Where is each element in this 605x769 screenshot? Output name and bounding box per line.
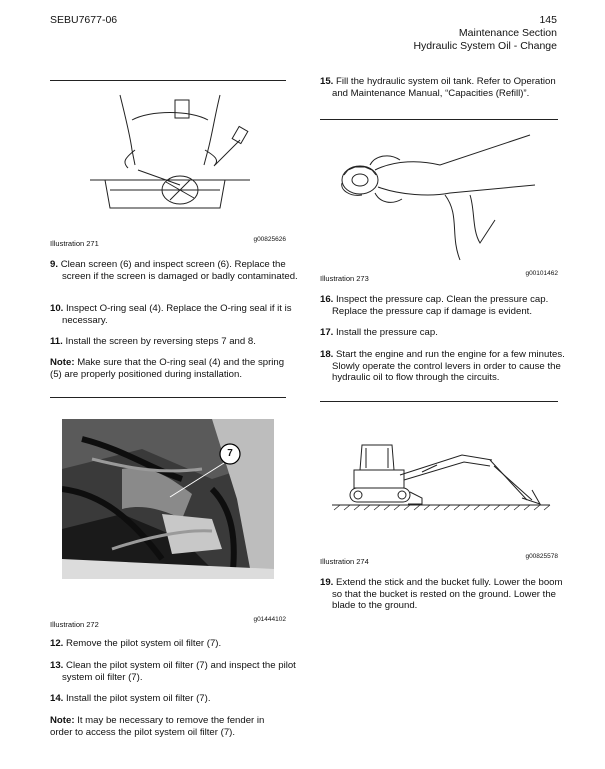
note-text: Make sure that the O-ring seal (4) and the spring (5) are properly positioned during installation. — [50, 357, 285, 380]
divider-rule — [50, 397, 286, 398]
figure-code: g00825578 — [525, 553, 558, 560]
figure-code: g00101462 — [525, 270, 558, 277]
note-label: Note: — [50, 357, 75, 368]
step-number: 16. — [320, 294, 334, 305]
step-text: Install the pressure cap. — [336, 327, 438, 338]
step-9 — [50, 259, 298, 282]
step-number: 18. — [320, 349, 334, 360]
step-text: Install the screen by reversing steps 7 and 8. — [65, 336, 256, 347]
step-text: Extend the stick and the bucket fully. Lower the boom so that the bucket is rested on the ground. Lower the blade to the ground. — [332, 577, 563, 611]
step-number: 12. — [50, 638, 64, 649]
divider-rule — [50, 80, 286, 81]
step-number: 17. — [320, 327, 334, 338]
step-12 — [50, 638, 298, 650]
section-title: Maintenance Section — [458, 27, 557, 39]
callout-7: 7 — [227, 448, 233, 459]
step-number: 10. — [50, 303, 64, 314]
divider-rule — [320, 401, 558, 402]
illustration-273-drawing — [320, 125, 558, 265]
illustration-272-photo — [62, 419, 274, 579]
figure-caption: Illustration 273 — [320, 274, 369, 283]
step-15 — [320, 76, 570, 99]
step-number: 14. — [50, 693, 64, 704]
step-text: Inspect O-ring seal (4). Replace the O-ring seal if it is necessary. — [62, 303, 292, 326]
note-label: Note: — [50, 715, 75, 726]
step-14 — [50, 693, 298, 705]
step-18 — [320, 349, 570, 384]
illustration-271-drawing — [80, 90, 260, 230]
note-oring — [50, 357, 286, 380]
page-header-right — [413, 14, 557, 53]
note-fender — [50, 715, 286, 738]
step-16 — [320, 294, 570, 317]
figure-code: g01444102 — [253, 616, 286, 623]
step-text: Fill the hydraulic system oil tank. Refer to Operation and Maintenance Manual, “Capacities (Refill)”. — [332, 76, 556, 99]
step-17 — [320, 327, 570, 339]
step-text: Install the pilot system oil filter (7). — [66, 693, 211, 704]
document-id: SEBU7677-06 — [50, 14, 118, 26]
note-text: It may be necessary to remove the fender in order to access the pilot system oil filter (7). — [50, 715, 265, 738]
step-number: 11. — [50, 336, 63, 347]
page-number: 145 — [539, 14, 557, 26]
step-text: Clean screen (6) and inspect screen (6). Replace the screen if the screen is damaged or badly contaminated. — [60, 259, 298, 282]
step-text: Inspect the pressure cap. Clean the pressure cap. Replace the pressure cap if damage is evident. — [332, 294, 549, 317]
divider-rule — [320, 119, 558, 120]
figure-code: g00825626 — [253, 236, 286, 243]
step-19 — [320, 577, 570, 612]
illustration-274-drawing — [322, 430, 558, 530]
step-text: Clean the pilot system oil filter (7) and inspect the pilot system oil filter (7). — [62, 660, 296, 683]
step-number: 19. — [320, 577, 334, 588]
topic-title: Hydraulic System Oil - Change — [413, 40, 557, 52]
figure-caption: Illustration 274 — [320, 557, 369, 566]
step-11 — [50, 336, 298, 348]
step-number: 13. — [50, 660, 64, 671]
step-10 — [50, 303, 298, 326]
step-text: Start the engine and run the engine for a few minutes. Slowly operate the control levers in order to cause the hydraulic oil to flow through the circuits. — [332, 349, 565, 383]
figure-caption: Illustration 271 — [50, 239, 99, 248]
figure-caption: Illustration 272 — [50, 620, 99, 629]
step-number: 15. — [320, 76, 334, 87]
step-13 — [50, 660, 298, 683]
step-text: Remove the pilot system oil filter (7). — [66, 638, 222, 649]
step-number: 9. — [50, 259, 59, 270]
